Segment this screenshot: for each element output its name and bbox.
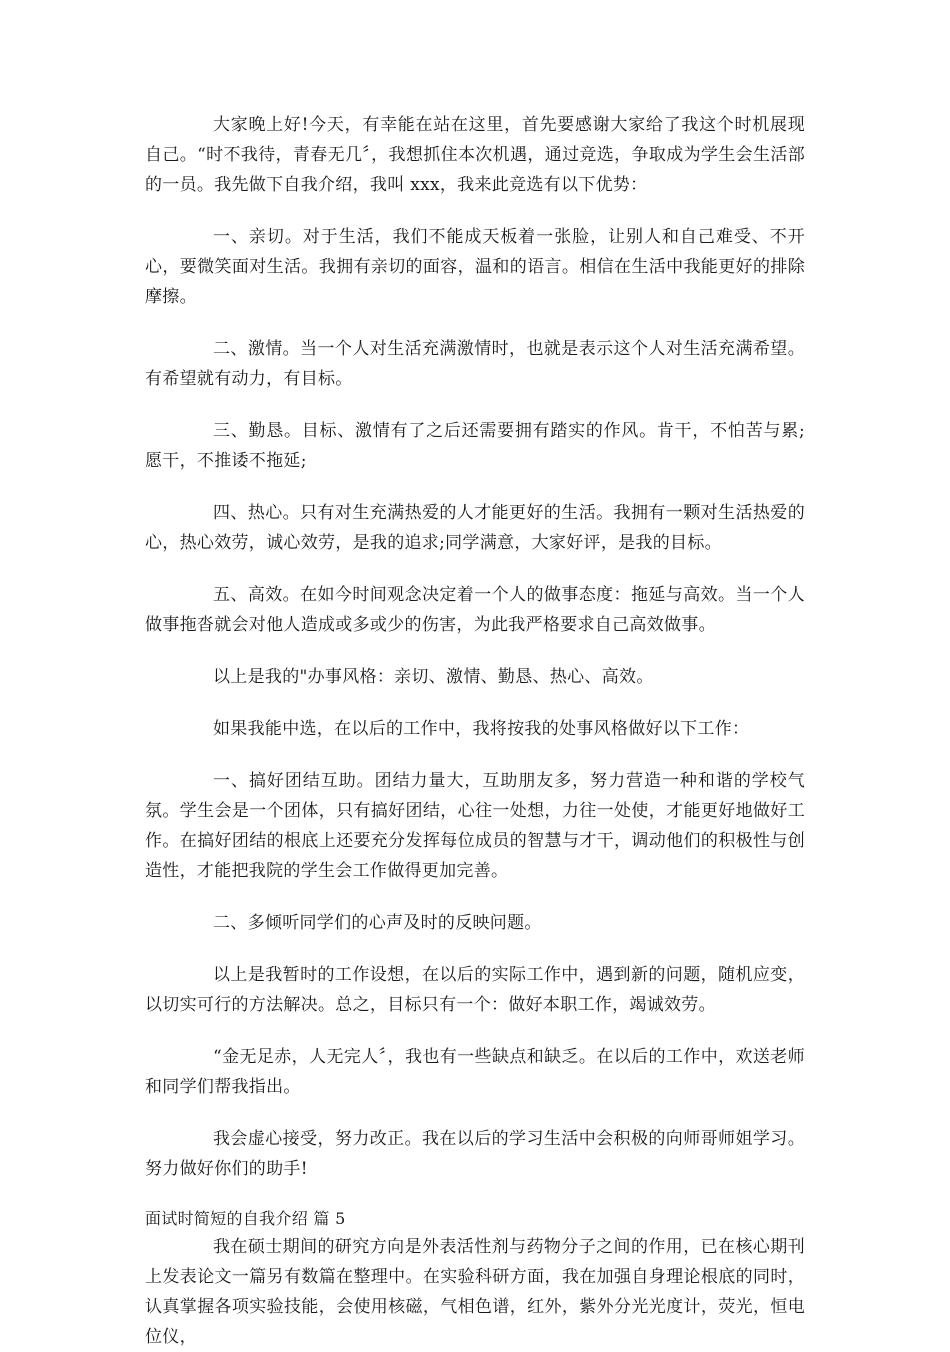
paragraph-strength-efficiency: 五、高效。在如今时间观念决定着一个人的做事态度：拖延与高效。当一个人做事拖沓就会对他人造成或多或少的伤害，为此我严格要求自己高效做事。 xyxy=(145,585,805,635)
paragraph-greeting: 大家晚上好!今天，有幸能在站在这里，首先要感谢大家给了我这个时机展现自己。“时不我待，青春无几〞，我想抓住本次机遇，通过竞选，争取成为学生会生活部的一员。我先做下自我介绍，我叫 xxx，我来此竞选有以下优势： xyxy=(145,115,805,195)
paragraph-strength-diligence: 三、勤恳。目标、激情有了之后还需要拥有踏实的作风。肯干，不怕苦与累;愿干，不推诿不拖延; xyxy=(145,421,805,471)
paragraph-strength-warmth: 四、热心。只有对生充满热爱的人才能更好的生活。我拥有一颗对生活热爱的心，热心效劳，诚心效劳，是我的追求;同学满意，大家好评，是我的目标。 xyxy=(145,503,805,553)
paragraph-shortcomings: “金无足赤，人无完人〞，我也有一些缺点和缺乏。在以后的工作中，欢送老师和同学们帮我指出。 xyxy=(145,1047,805,1097)
paragraph-plan-listen: 二、多倾听同学们的心声及时的反映问题。 xyxy=(213,913,542,933)
paragraph-plan-intro: 如果我能中选，在以后的工作中，我将按我的处事风格做好以下工作： xyxy=(213,719,750,739)
paragraph-plan-unity: 一、搞好团结互助。团结力量大，互助朋友多，努力营造一种和谐的学校气氛。学生会是一个团体，只有搞好团结，心往一处想，力往一处使，才能更好地做好工作。在搞好团结的根底上还要充分发挥每位成员的智慧与才干，调动他们的积极性与创造性，才能把我院的学生会工作做得更加完善。 xyxy=(145,771,805,881)
paragraph-plan-summary: 以上是我暂时的工作设想，在以后的实际工作中，遇到新的问题，随机应变，以切实可行的方法解决。总之，目标只有一个：做好本职工作，竭诚效劳。 xyxy=(145,965,805,1015)
document-page xyxy=(145,110,805,1352)
paragraph-research: 我在硕士期间的研究方向是外表活性剂与药物分子之间的作用，已在核心期刊上发表论文一篇另有数篇在整理中。在实验科研方面，我在加强自身理论根底的同时，认真掌握各项实验技能，会使用核磁，气相色谱，红外，紫外分光光度计，荧光，恒电位仪， xyxy=(145,1237,805,1347)
section-heading: 面试时简短的自我介绍 篇 5 xyxy=(145,1209,346,1228)
paragraph-closing: 我会虚心接受，努力改正。我在以后的学习生活中会积极的向师哥师姐学习。努力做好你们的助手! xyxy=(145,1129,805,1179)
paragraph-strength-friendly: 一、亲切。对于生活，我们不能成天板着一张脸，让别人和自己难受、不开心，要微笑面对生活。我拥有亲切的面容，温和的语言。相信在生活中我能更好的排除摩擦。 xyxy=(145,227,805,307)
paragraph-strength-passion: 二、激情。当一个人对生活充满激情时，也就是表示这个人对生活充满希望。有希望就有动力，有目标。 xyxy=(145,339,805,389)
paragraph-style-summary: 以上是我的"办事风格：亲切、激情、勤恳、热心、高效。 xyxy=(213,667,654,687)
